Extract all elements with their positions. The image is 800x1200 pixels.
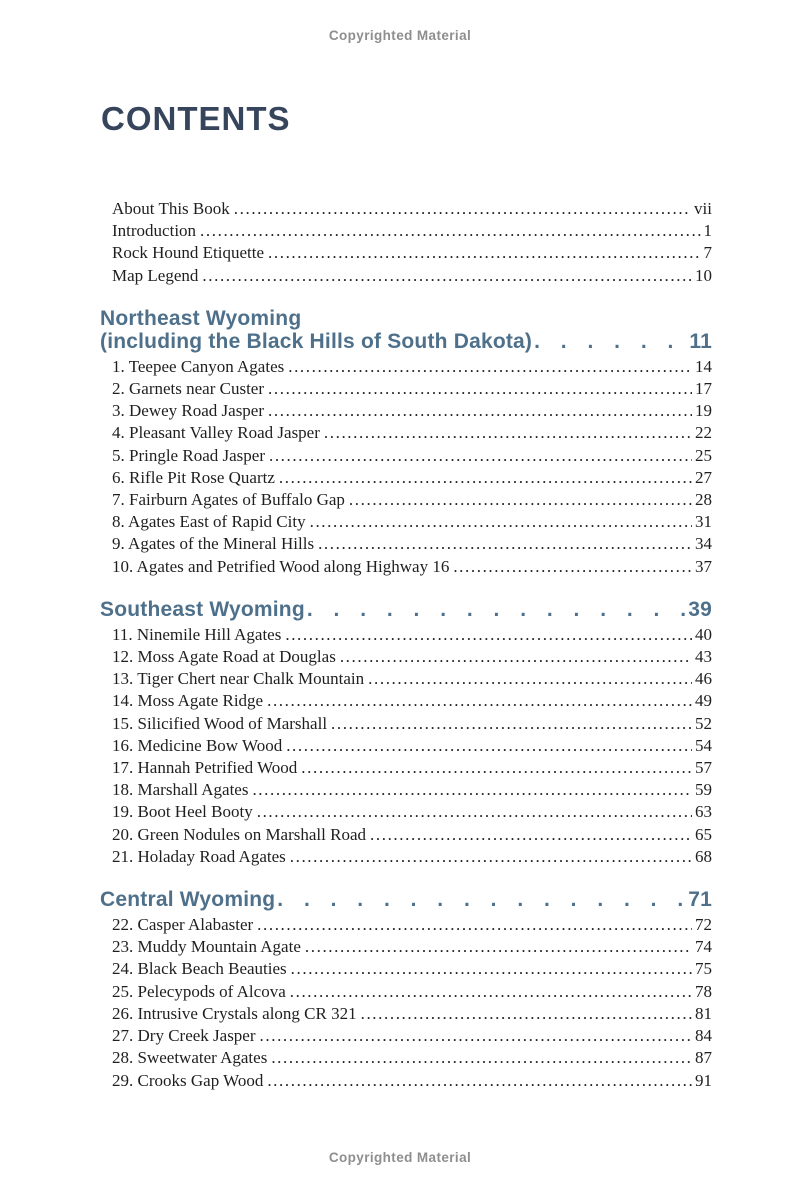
entry-page-number: 72 (695, 915, 712, 935)
toc-entry (112, 846, 712, 868)
entry-page-number: 10 (695, 265, 712, 285)
entry-page-number: 14 (695, 356, 712, 376)
table-of-contents (100, 198, 712, 1092)
toc-entry (112, 489, 712, 511)
toc-entry (112, 533, 712, 555)
toc-entry (112, 1003, 712, 1025)
entry-page-number: 57 (695, 758, 712, 778)
dot-leader (305, 936, 692, 958)
dot-leader (453, 556, 692, 578)
entry-page-number: 25 (695, 445, 712, 465)
dot-leader (368, 668, 692, 690)
entry-label: 24. Black Beach Beauties (112, 959, 287, 979)
entry-label: Map Legend (112, 265, 199, 285)
entry-page-number: 81 (695, 1003, 712, 1023)
entry-page-number: 28 (695, 490, 712, 510)
entry-page-number: 31 (695, 512, 712, 532)
dot-leader (234, 198, 691, 220)
toc-entry (112, 242, 712, 264)
dot-leader (279, 467, 692, 489)
entry-label: 5. Pringle Road Jasper (112, 445, 265, 465)
entry-page-number: vii (694, 199, 712, 218)
toc-entry (112, 422, 712, 444)
entry-page-number: 7 (703, 243, 712, 263)
toc-entry (112, 511, 712, 533)
entry-page-number: 37 (695, 556, 712, 576)
entry-page-number: 65 (695, 824, 712, 844)
entry-page-number: 63 (695, 802, 712, 822)
entry-label: 11. Ninemile Hill Agates (112, 624, 282, 644)
entry-page-number: 59 (695, 780, 712, 800)
toc-entry (112, 713, 712, 735)
entry-label: 28. Sweetwater Agates (112, 1048, 268, 1068)
dot-leader (361, 1003, 692, 1025)
entry-label: 14. Moss Agate Ridge (112, 691, 264, 711)
entry-page-number: 22 (695, 423, 712, 443)
section-heading-last-line (100, 330, 712, 353)
dot-leader (290, 846, 692, 868)
entry-label: 3. Dewey Road Jasper (112, 401, 265, 421)
section-heading (100, 598, 712, 621)
section-heading-last-line (100, 888, 712, 911)
entry-page-number: 19 (695, 401, 712, 421)
dot-leader (286, 735, 692, 757)
dot-leader (269, 445, 692, 467)
entry-page-number: 91 (695, 1070, 712, 1090)
entry-label: 4. Pleasant Valley Road Jasper (112, 423, 320, 443)
entry-page-number: 75 (695, 959, 712, 979)
toc-entry (112, 556, 712, 578)
dot-leader (349, 489, 692, 511)
entry-label: 2. Garnets near Custer (112, 379, 265, 399)
section-heading-last-line (100, 598, 712, 621)
entry-page-number: 68 (695, 846, 712, 866)
toc-entry (112, 981, 712, 1003)
entry-label: 7. Fairburn Agates of Buffalo Gap (112, 490, 345, 510)
entry-page-number: 46 (695, 669, 712, 689)
toc-section (100, 888, 712, 1092)
toc-entry (112, 220, 712, 242)
toc-section (100, 598, 712, 868)
section-entries (100, 914, 712, 1092)
dot-leader (324, 422, 692, 444)
dot-leader (288, 356, 692, 378)
section-title: Central Wyoming (100, 888, 276, 912)
section-entries (100, 624, 712, 868)
section-heading-line: Northeast Wyoming (100, 306, 302, 330)
dot-leader (200, 220, 700, 242)
dot-leader (268, 400, 692, 422)
dot-leader (318, 533, 692, 555)
entry-label: 17. Hannah Petrified Wood (112, 758, 298, 778)
section-title: Southeast Wyoming (100, 597, 305, 621)
section-page-number: 11 (689, 329, 712, 353)
entry-page-number: 34 (695, 534, 712, 554)
entry-label: About This Book (112, 199, 230, 218)
section-dot-leader (277, 888, 687, 911)
toc-entry (112, 757, 712, 779)
entry-label: 13. Tiger Chert near Chalk Mountain (112, 669, 365, 689)
section-page-number: 71 (688, 888, 712, 912)
section-heading (100, 307, 712, 353)
entry-label: 23. Muddy Mountain Agate (112, 937, 301, 957)
copyright-notice-top: Copyrighted Material (328, 28, 472, 43)
toc-entry (112, 1025, 712, 1047)
copyright-notice-bottom: Copyrighted Material (328, 1150, 472, 1165)
toc-entry (112, 779, 712, 801)
toc-entry (112, 624, 712, 646)
section-entries (100, 356, 712, 578)
toc-entry (112, 914, 712, 936)
toc-entry (112, 467, 712, 489)
entry-page-number: 74 (695, 937, 712, 957)
entry-page-number: 87 (695, 1048, 712, 1068)
section-heading (100, 888, 712, 911)
toc-entry (112, 1070, 712, 1092)
toc-entry (112, 824, 712, 846)
toc-entry (112, 445, 712, 467)
section-page-number: 39 (688, 597, 712, 621)
toc-entry (112, 690, 712, 712)
entry-label: 10. Agates and Petrified Wood along Highway 16 (112, 556, 450, 576)
entry-label: 1. Teepee Canyon Agates (112, 356, 285, 376)
dot-leader (267, 1070, 692, 1092)
entry-label: 15. Silicified Wood of Marshall (112, 713, 328, 733)
toc-entry (112, 958, 712, 980)
dot-leader (202, 265, 692, 287)
entry-label: Introduction (112, 221, 197, 241)
section-dot-leader (534, 330, 688, 353)
entry-page-number: 52 (695, 713, 712, 733)
entry-page-number: 17 (695, 379, 712, 399)
dot-leader (271, 1047, 692, 1069)
sections-container (100, 307, 712, 1092)
entry-label: 8. Agates East of Rapid City (112, 512, 306, 532)
dot-leader (340, 646, 692, 668)
entry-page-number: 43 (695, 647, 712, 667)
entry-page-number: 40 (695, 624, 712, 644)
front-matter-list (100, 198, 712, 287)
toc-section (100, 307, 712, 578)
entry-label: 21. Holaday Road Agates (112, 846, 286, 866)
entry-page-number: 1 (703, 221, 712, 241)
toc-entry (112, 265, 712, 287)
entry-label: 16. Medicine Bow Wood (112, 735, 283, 755)
entry-label: 25. Pelecypods of Alcova (112, 981, 286, 1001)
toc-entry (112, 198, 712, 220)
page-title: CONTENTS (101, 100, 291, 137)
entry-label: 12. Moss Agate Road at Douglas (112, 647, 336, 667)
toc-entry (112, 801, 712, 823)
entry-label: 18. Marshall Agates (112, 780, 249, 800)
entry-label: Rock Hound Etiquette (112, 243, 265, 263)
entry-page-number: 49 (695, 691, 712, 711)
dot-leader (267, 690, 692, 712)
toc-entry (112, 936, 712, 958)
entry-page-number: 54 (695, 735, 712, 755)
dot-leader (301, 757, 692, 779)
toc-entry (112, 668, 712, 690)
entry-label: 27. Dry Creek Jasper (112, 1026, 256, 1046)
dot-leader (257, 914, 692, 936)
dot-leader (257, 801, 692, 823)
entry-label: 9. Agates of the Mineral Hills (112, 534, 315, 554)
entry-label: 26. Intrusive Crystals along CR 321 (112, 1003, 357, 1023)
section-dot-leader (307, 598, 687, 621)
dot-leader (291, 958, 692, 980)
toc-entry (112, 400, 712, 422)
toc-entry (112, 1047, 712, 1069)
toc-entry (112, 735, 712, 757)
section-title: (including the Black Hills of South Dakota) (100, 329, 533, 353)
entry-page-number: 78 (695, 981, 712, 1001)
entry-label: 20. Green Nodules on Marshall Road (112, 824, 367, 844)
entry-label: 22. Casper Alabaster (112, 915, 254, 935)
dot-leader (252, 779, 692, 801)
entry-page-number: 27 (695, 467, 712, 487)
toc-entry (112, 646, 712, 668)
dot-leader (290, 981, 692, 1003)
dot-leader (285, 624, 692, 646)
dot-leader (268, 378, 692, 400)
toc-entry (112, 356, 712, 378)
entry-label: 19. Boot Heel Booty (112, 802, 253, 822)
dot-leader (310, 511, 692, 533)
dot-leader (268, 242, 700, 264)
toc-entry (112, 378, 712, 400)
dot-leader (370, 824, 692, 846)
entry-page-number: 84 (695, 1026, 712, 1046)
entry-label: 6. Rifle Pit Rose Quartz (112, 467, 275, 487)
dot-leader (331, 713, 692, 735)
dot-leader (260, 1025, 692, 1047)
entry-label: 29. Crooks Gap Wood (112, 1070, 264, 1090)
